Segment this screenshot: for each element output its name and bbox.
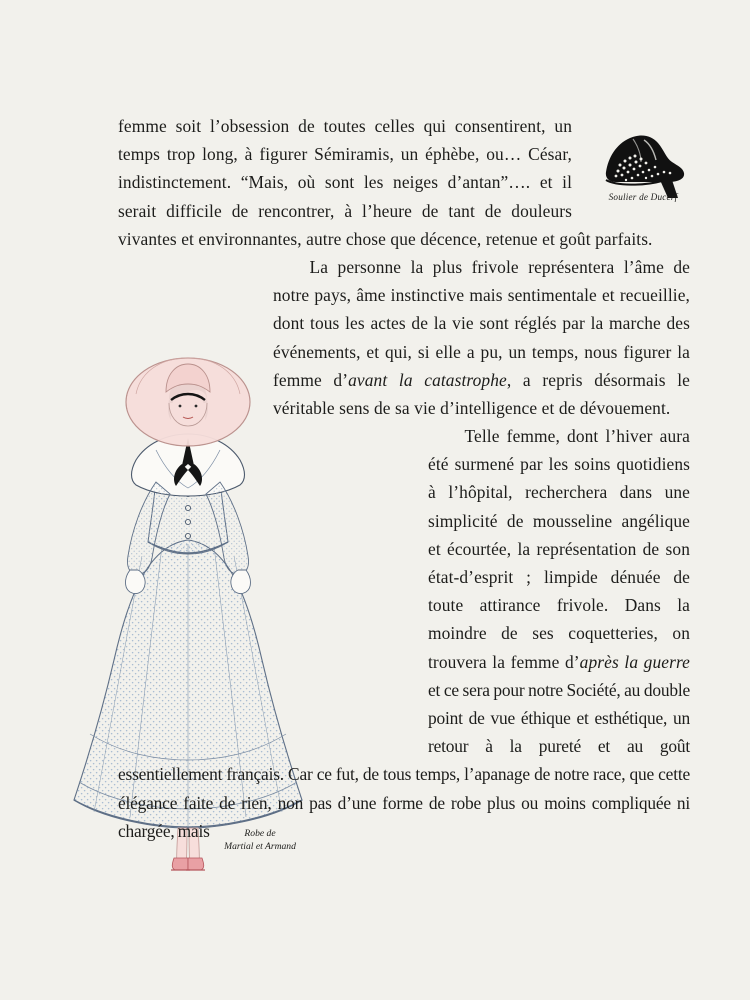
paragraph-3-text-a: Telle femme, dont l’hiver aura été surmené par les soins quotidiens à l’hôpital, recherchera dans une simplicité de mousseline angélique et écourtée, la représentation de son état-d’esprit ; limpide dénuée de toute attirance frivole. Dans la moindre de ses coquetteries, on trouvera la femme d’ [428, 426, 690, 672]
shoe-wrap-spacer [572, 112, 690, 208]
paragraph-1-text: femme soit l’obsession de toutes celles qui consentirent, un temps trop long, à figurer Sémiramis, un éphèbe, ou… César, indistinctement. “Mais, où sont les neiges d’antan”…. et il serait difficile de rencontrer, à l’heure de tant de douleurs vivantes et environnantes, autre chose que décence, retenue et goût parfaits. [118, 116, 653, 249]
figure-wrap-spacer-a [118, 253, 273, 423]
paragraph-2-text-a: La personne la plus frivole représentera l’âme de notre pays, âme instinctive mais sentimentale et recueillie, dont tous les actes de la vie sont réglés par la marche des événements, et qui, si elle a pu, un temps, nous figurer la femme d’ [273, 256, 690, 390]
figure-wrap-spacer-b [273, 422, 428, 752]
paragraph-1 [118, 112, 690, 253]
paragraph-3-emphasis: après la guerre [579, 651, 690, 672]
paragraph-2-emphasis: avant la catastrophe [348, 369, 507, 390]
paragraph-3-text-b: et ce sera pour notre Société, au double point de vue éthique et esthétique, un retour à la pureté et au goût essentiellement français. Car ce fut, de tous temps, l’apanage de notre race, que cette élégance faite de rien, non pas d’une forme de robe plus ou moins compliquée ni chargée, mais [118, 679, 690, 841]
paragraph-3 [118, 422, 690, 845]
shoe-caption: Soulier de Ducerf [608, 192, 678, 202]
dress-caption-line-1: Robe de [244, 828, 276, 839]
article-text-column [118, 112, 690, 845]
dress-caption-line-2: Martial et Armand [224, 840, 296, 852]
paragraph-2-text-b: , a repris désormais le véritable sens de sa vie d’intelligence et de dévouement. [273, 369, 691, 418]
paragraph-2 [118, 253, 690, 422]
